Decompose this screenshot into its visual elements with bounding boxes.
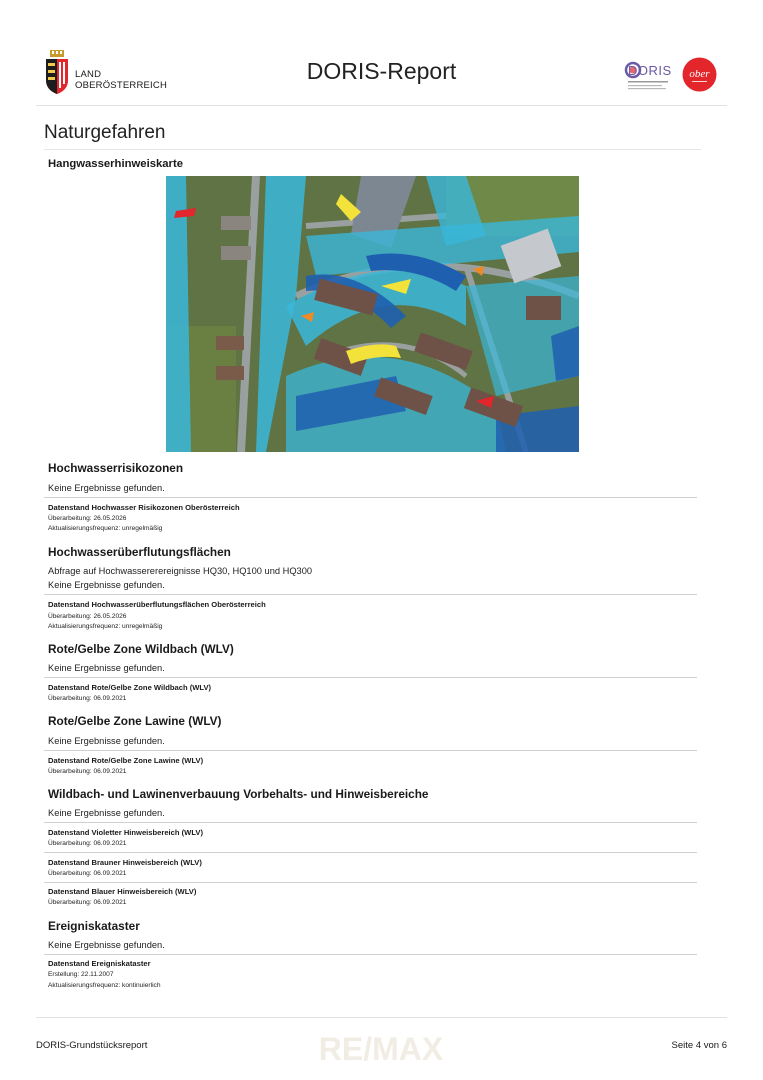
divider <box>44 497 697 498</box>
heading-hochwasserueberflutung: Hochwasserüberflutungsflächen <box>48 545 231 559</box>
divider <box>44 822 697 823</box>
datenstand-title: Datenstand Rote/Gelbe Zone Lawine (WLV) <box>48 756 204 765</box>
datenstand-meta: Überarbeitung: 06.09.2021 <box>48 899 127 906</box>
heading-hochwasserrisikozonen: Hochwasserrisikozonen <box>48 461 184 475</box>
result-lawine: Keine Ergebnisse gefunden. <box>48 736 165 746</box>
header-divider <box>36 105 727 106</box>
doris-logo-text: DORIS <box>628 63 672 78</box>
datenstand-title: Datenstand Violetter Hinweisbereich (WLV) <box>48 828 203 837</box>
result-hochwasserrisikozonen: Keine Ergebnisse gefunden. <box>48 483 165 493</box>
datenstand-title: Datenstand Hochwasserüberflutungsflächen Oberösterreich <box>48 600 266 609</box>
datenstand-meta: Überarbeitung: 26.05.2026 <box>48 613 127 620</box>
datenstand-meta: Aktualisierungsfrequenz: unregelmäßig <box>48 623 163 630</box>
report-title: DORIS-Report <box>306 58 457 84</box>
datenstand-meta: Überarbeitung: 06.09.2021 <box>48 695 127 702</box>
datenstand-meta: Überarbeitung: 06.09.2021 <box>48 840 127 847</box>
ober-logo <box>682 57 717 92</box>
heading-wildbach: Rote/Gelbe Zone Wildbach (WLV) <box>48 642 234 656</box>
divider <box>44 882 697 883</box>
datenstand-meta: Überarbeitung: 26.05.2026 <box>48 515 127 522</box>
result-vorbehalt: Keine Ergebnisse gefunden. <box>48 808 165 818</box>
section-title: Naturgefahren <box>44 122 166 143</box>
datenstand-title: Datenstand Ereigniskataster <box>48 959 151 968</box>
result-ueberflutung: Keine Ergebnisse gefunden. <box>48 580 165 590</box>
datenstand-meta: Erstellung: 22.11.2007 <box>48 971 114 978</box>
divider <box>44 594 697 595</box>
heading-lawine: Rote/Gelbe Zone Lawine (WLV) <box>48 714 222 728</box>
map-heading: Hangwasserhinweiskarte <box>48 158 183 170</box>
page-header <box>0 0 763 106</box>
datenstand-title: Datenstand Hochwasser Risikozonen Oberösterreich <box>48 503 240 512</box>
datenstand-title: Datenstand Rote/Gelbe Zone Wildbach (WLV) <box>48 683 212 692</box>
datenstand-meta: Aktualisierungsfrequenz: kontinuierlich <box>48 982 161 989</box>
remax-watermark <box>316 1028 446 1068</box>
datenstand-meta: Aktualisierungsfrequenz: unregelmäßig <box>48 525 163 532</box>
divider <box>44 954 697 955</box>
doris-logo <box>624 57 674 93</box>
land-name-line2: OBERÖSTERREICH <box>75 80 168 91</box>
result-wildbach: Keine Ergebnisse gefunden. <box>48 663 165 673</box>
page-number: Seite 4 von 6 <box>671 1040 727 1051</box>
remax-watermark-text: RE/MAX <box>318 1031 444 1067</box>
hangwasser-map-image <box>166 176 579 452</box>
query-text: Abfrage auf Hochwassererereignisse HQ30, HQ100 und HQ300 <box>48 566 313 576</box>
datenstand-title: Datenstand Blauer Hinweisbereich (WLV) <box>48 887 197 896</box>
heading-ereigniskataster: Ereigniskataster <box>48 919 140 933</box>
hangwasser-map <box>166 176 579 452</box>
section-divider <box>44 149 701 150</box>
result-ereigniskataster: Keine Ergebnisse gefunden. <box>48 940 165 950</box>
divider <box>44 750 697 751</box>
divider <box>44 677 697 678</box>
datenstand-title: Datenstand Brauner Hinweisbereich (WLV) <box>48 858 202 867</box>
datenstand-meta: Überarbeitung: 06.09.2021 <box>48 870 127 877</box>
land-name-line1: LAND <box>75 69 102 80</box>
ober-logo-text: ober <box>689 68 710 80</box>
divider <box>44 852 697 853</box>
footer-divider <box>36 1017 727 1018</box>
footer-report-name: DORIS-Grundstücksreport <box>36 1040 148 1051</box>
heading-vorbehalt: Wildbach- und Lawinenverbauung Vorbehalts- und Hinweisbereiche <box>48 787 429 801</box>
datenstand-meta: Überarbeitung: 06.09.2021 <box>48 768 127 775</box>
